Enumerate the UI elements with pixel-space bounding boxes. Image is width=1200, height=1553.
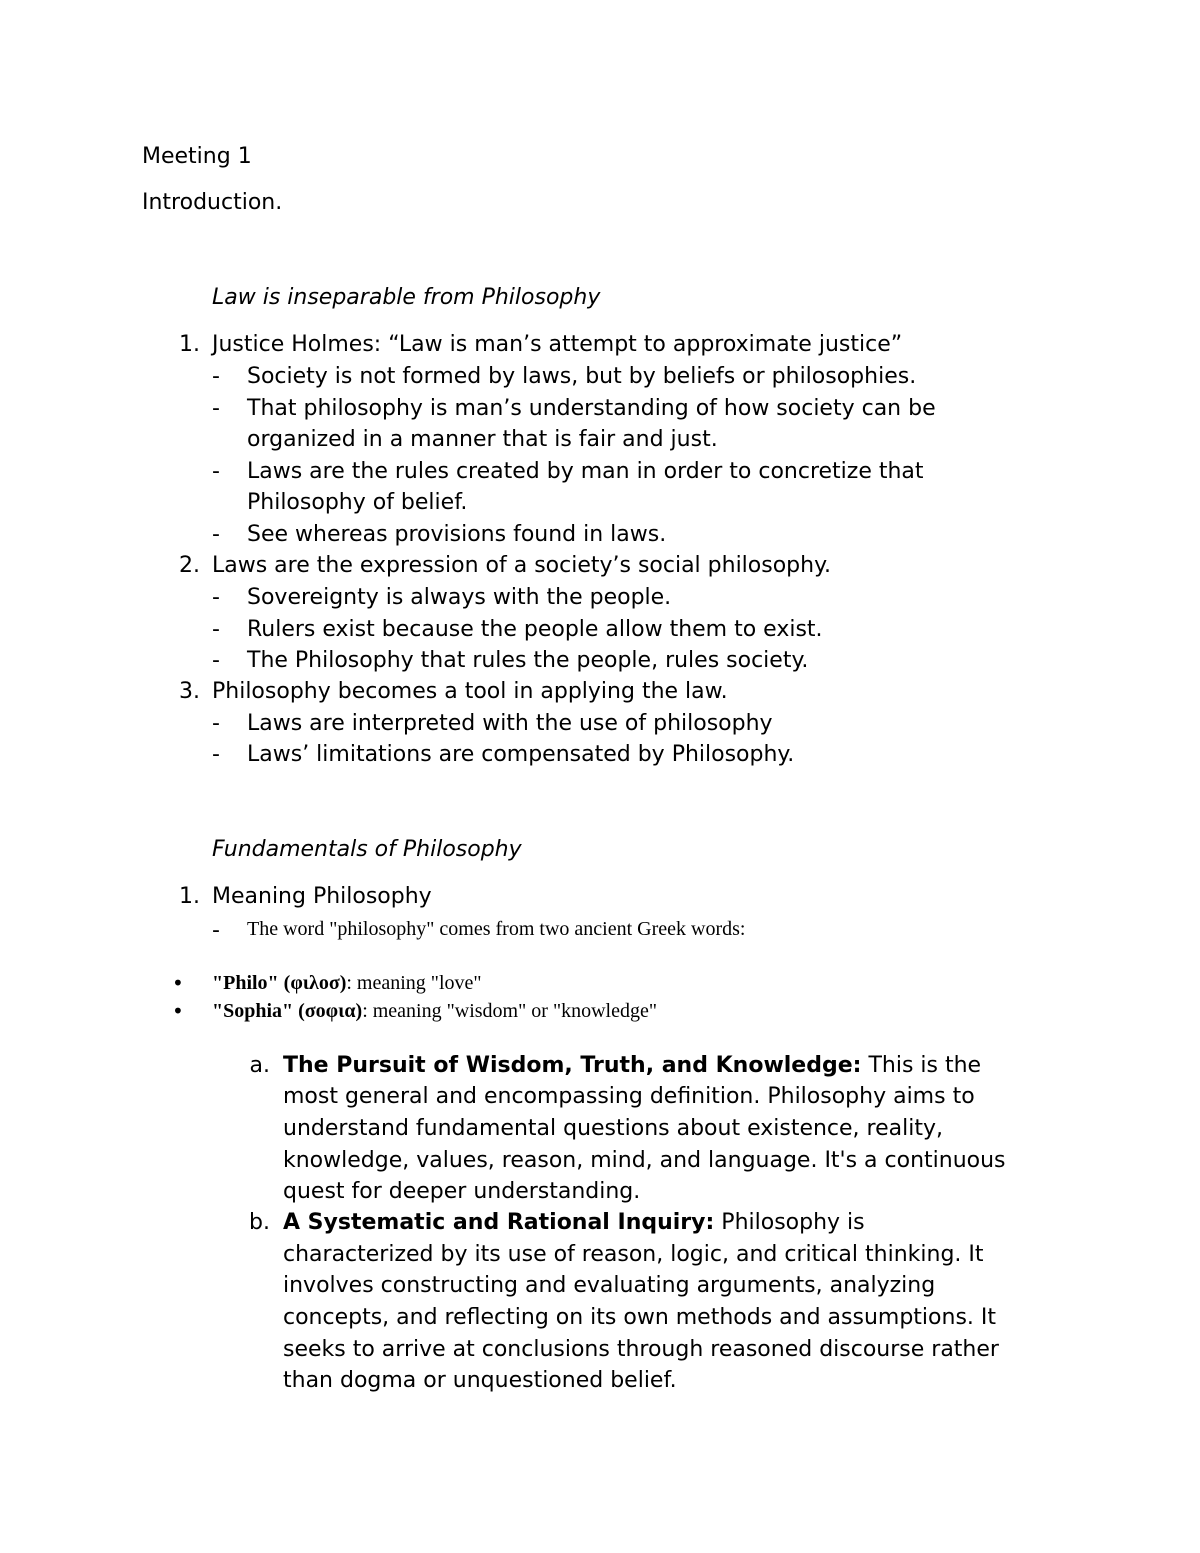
list-item-text: Justice Holmes: “Law is man’s attempt to approximate justice” [212,332,903,357]
sub-item-text: Sovereignty is always with the people. [247,585,672,610]
sub-item-text: Laws are interpreted with the use of philosophy [247,711,773,736]
meeting-heading: Meeting 1 [142,144,252,169]
lettered-item-line: characterized by its use of reason, logic, and critical thinking. It [283,1242,984,1267]
dash-marker: - [212,585,220,610]
lettered-item-first-line [283,1055,981,1077]
bullet-meaning: : meaning "love" [346,972,482,994]
sub-item-text: Laws are the rules created by man in order to concretize that [247,459,924,484]
sub-item-text: Laws’ limitations are compensated by Philosophy. [247,742,795,767]
list-letter: a. [249,1053,270,1078]
list-item-text: Meaning Philosophy [212,884,432,909]
bullet-term: "Sophia" (σοφια) [212,1000,363,1022]
dash-marker: - [212,742,220,767]
list-number: 3. [179,679,200,704]
lettered-item-line: knowledge, values, reason, mind, and language. It's a continuous [283,1148,1006,1173]
dash-marker: - [212,711,220,736]
dash-marker: - [212,459,220,484]
lettered-item-line: understand fundamental questions about existence, reality, [283,1116,943,1141]
section-title-law: Law is inseparable from Philosophy [212,285,601,310]
section-title-fundamentals: Fundamentals of Philosophy [212,837,522,862]
lettered-item-line: seeks to arrive at conclusions through reasoned discourse rather [283,1337,999,1362]
dash-marker: - [212,617,220,642]
list-number: 1. [179,332,200,357]
dash-marker: - [212,522,220,547]
lettered-item-line: than dogma or unquestioned belief. [283,1368,677,1393]
sub-item-text: The Philosophy that rules the people, rules society. [247,648,809,673]
lettered-item-line: involves constructing and evaluating arguments, analyzing [283,1273,936,1298]
list-letter: b. [249,1210,270,1235]
lettered-item-line: concepts, and reflecting on its own methods and assumptions. It [283,1305,997,1330]
list-number: 2. [179,553,200,578]
lettered-item-text: This is the [861,1053,982,1078]
sub-item-text: Philosophy of belief. [247,490,468,515]
lettered-item-term: The Pursuit of Wisdom, Truth, and Knowledge: [283,1053,862,1078]
sub-item-text: Rulers exist because the people allow them to exist. [247,617,823,642]
bullet-item [212,1001,657,1021]
dash-marker: - [212,648,220,673]
sub-item-text: See whereas provisions found in laws. [247,522,667,547]
bullet-term: "Philo" (φιλοσ) [212,972,347,994]
intro-heading: Introduction. [142,190,283,215]
list-item-text: Philosophy becomes a tool in applying the law. [212,679,728,704]
sub-item-text: organized in a manner that is fair and just. [247,427,718,452]
list-item-text: Laws are the expression of a society’s social philosophy. [212,553,831,578]
lettered-item-term: A Systematic and Rational Inquiry: [283,1210,715,1235]
list-number: 1. [179,884,200,909]
bullet-item [212,973,482,993]
lettered-item-line: most general and encompassing definition. Philosophy aims to [283,1084,975,1109]
sub-item-text: That philosophy is man’s understanding of how society can be [247,396,936,421]
sub-item-text: The word "philosophy" comes from two ancient Greek words: [247,918,746,940]
dash-marker: - [212,918,220,943]
lettered-item-text: Philosophy is [714,1210,865,1235]
bullet-marker: • [172,971,184,995]
dash-marker: - [212,396,220,421]
bullet-meaning: : meaning "wisdom" or "knowledge" [362,1000,658,1022]
sub-item-text: Society is not formed by laws, but by beliefs or philosophies. [247,364,917,389]
lettered-item-line: quest for deeper understanding. [283,1179,641,1204]
lettered-item-first-line [283,1212,865,1234]
bullet-marker: • [172,999,184,1023]
dash-marker: - [212,364,220,389]
